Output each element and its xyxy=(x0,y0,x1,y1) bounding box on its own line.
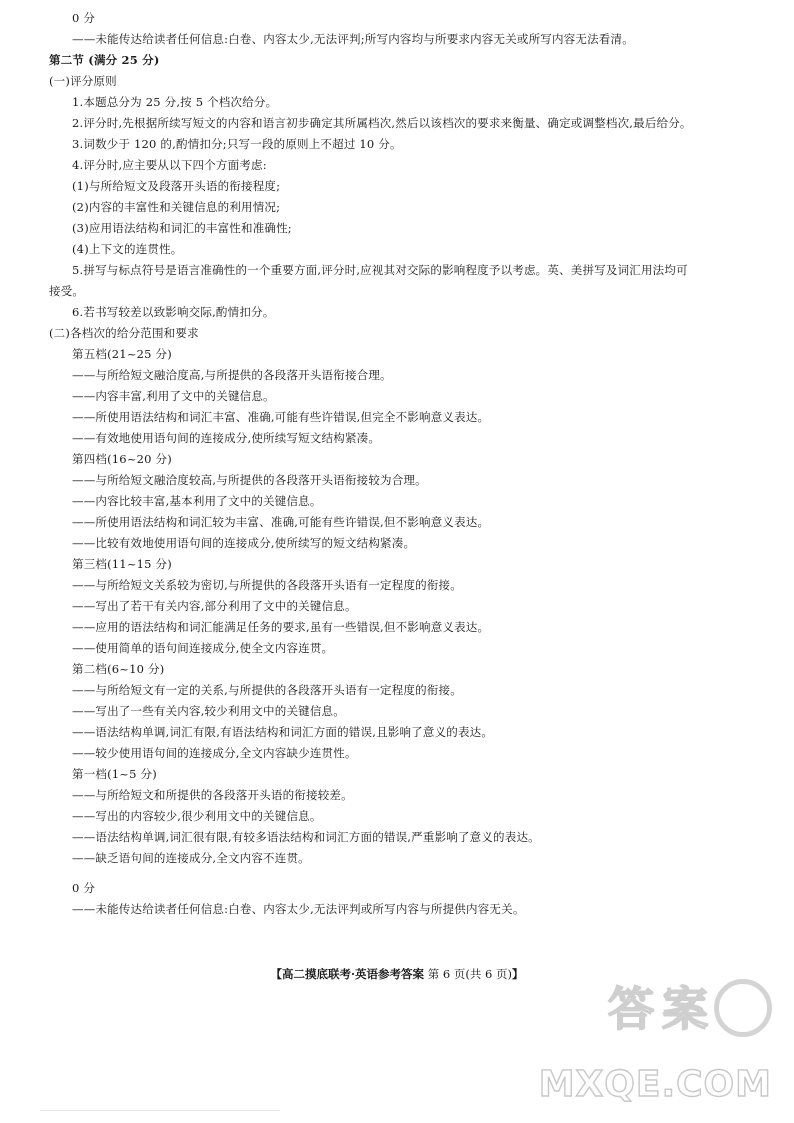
text-line: 6.若书写较差以致影响交际,酌情扣分。 xyxy=(72,305,275,319)
text-line: (一)评分原则 xyxy=(49,74,117,88)
text-line: ——比较有效地使用语句间的连接成分,使所续写的短文结构紧凑。 xyxy=(72,536,416,550)
text-line: ——较少使用语句间的连接成分,全文内容缺少连贯性。 xyxy=(72,746,357,760)
text-line: ——写出了一些有关内容,较少利用文中的关键信息。 xyxy=(72,704,345,718)
text-line: ——语法结构单调,词汇有限,有语法结构和词汇方面的错误,且影响了意义的表达。 xyxy=(72,725,494,739)
text-line: ——与所给短文有一定的关系,与所提供的各段落开头语有一定程度的衔接。 xyxy=(72,683,462,697)
text-line: 第五档(21~25 分) xyxy=(72,347,172,361)
text-line: ——使用简单的语句间连接成分,使全文内容连贯。 xyxy=(72,641,334,655)
text-line: (二)各档次的给分范围和要求 xyxy=(49,326,199,340)
watermark-glyph-2: 案 xyxy=(662,982,708,1036)
text-line: ——所使用语法结构和词汇丰富、准确,可能有些许错误,但完全不影响意义表达。 xyxy=(72,410,490,424)
text-line: (2)内容的丰富性和关键信息的利用情况; xyxy=(72,200,281,214)
text-line: ——内容比较丰富,基本利用了文中的关键信息。 xyxy=(72,494,322,508)
text-line: ——未能传达给读者任何信息:白卷、内容太少,无法评判或所写内容与所提供内容无关。 xyxy=(72,902,525,916)
footer-close-bracket: 】 xyxy=(511,967,524,981)
bottom-divider xyxy=(40,1110,280,1111)
text-line: ——与所给短文融洽度较高,与所提供的各段落开头语衔接较为合理。 xyxy=(72,473,427,487)
text-line: 1.本题总分为 25 分,按 5 个档次给分。 xyxy=(72,95,278,109)
text-line: ——与所给短文关系较为密切,与所提供的各段落开头语有一定程度的衔接。 xyxy=(72,578,462,592)
text-line: ——所使用语法结构和词汇较为丰富、准确,可能有些许错误,但不影响意义表达。 xyxy=(72,515,490,529)
text-line: ——与所给短文和所提供的各段落开头语的衔接较差。 xyxy=(72,788,353,802)
text-line: ——内容丰富,利用了文中的关键信息。 xyxy=(72,389,275,403)
text-line: 2.评分时,先根据所续写短文的内容和语言初步确定其所属档次,然后以该档次的要求来衡量、确定或调整档次,最后给分。 xyxy=(72,116,692,130)
text-line: ——未能传达给读者任何信息:白卷、内容太少,无法评判;所写内容均与所要求内容无关或所写内容无法看清。 xyxy=(72,32,634,46)
watermark-glyph-1: 答 xyxy=(608,982,654,1036)
text-line: ——写出了若干有关内容,部分利用了文中的关键信息。 xyxy=(72,599,357,613)
text-line: 第四档(16~20 分) xyxy=(72,452,172,466)
text-line: (4)上下文的连贯性。 xyxy=(72,242,183,256)
text-line: 第一档(1~5 分) xyxy=(72,767,157,781)
watermark-logo xyxy=(538,975,772,1105)
text-line: ——缺乏语句间的连接成分,全文内容不连贯。 xyxy=(72,851,310,865)
text-line: 第二档(6~10 分) xyxy=(72,662,165,676)
text-line: 第三档(11~15 分) xyxy=(72,557,172,571)
watermark-glyph-row xyxy=(582,975,772,1045)
text-line: 4.评分时,应主要从以下四个方面考虑: xyxy=(72,158,267,172)
text-line: 5.拼写与标点符号是语言准确性的一个重要方面,评分时,应视其对交际的影响程度予以考虑。英、美拼写及词汇用法均可 xyxy=(72,263,688,277)
text-line: ——有效地使用语句间的连接成分,使所续写短文结构紧凑。 xyxy=(72,431,381,445)
text-line: (3)应用语法结构和词汇的丰富性和准确性; xyxy=(72,221,292,235)
footer-page-number: 第 6 页(共 6 页) xyxy=(424,967,512,981)
text-line: (1)与所给短文及段落开头语的衔接程度; xyxy=(72,179,281,193)
text-line: 3.词数少于 120 的,酌情扣分;只写一段的原则上不超过 10 分。 xyxy=(72,137,402,151)
text-line: 0 分 xyxy=(72,881,96,895)
footer-title: 【高二摸底联考·英语参考答案 xyxy=(270,967,425,981)
text-line: ——语法结构单调,词汇很有限,有较多语法结构和词汇方面的错误,严重影响了意义的表达。 xyxy=(72,830,540,844)
watermark-text: MXQE.COM xyxy=(538,1064,772,1105)
text-line: ——应用的语法结构和词汇能满足任务的要求,虽有一些错误,但不影响意义表达。 xyxy=(72,620,490,634)
section-heading: 第二节 (满分 25 分) xyxy=(49,53,160,67)
watermark-circle-icon xyxy=(714,979,772,1037)
text-line: ——与所给短文融洽度高,与所提供的各段落开头语衔接合理。 xyxy=(72,368,392,382)
text-line: 接受。 xyxy=(49,284,85,298)
text-line: 0 分 xyxy=(72,11,96,25)
text-line: ——写出的内容较少,很少利用文中的关键信息。 xyxy=(72,809,322,823)
